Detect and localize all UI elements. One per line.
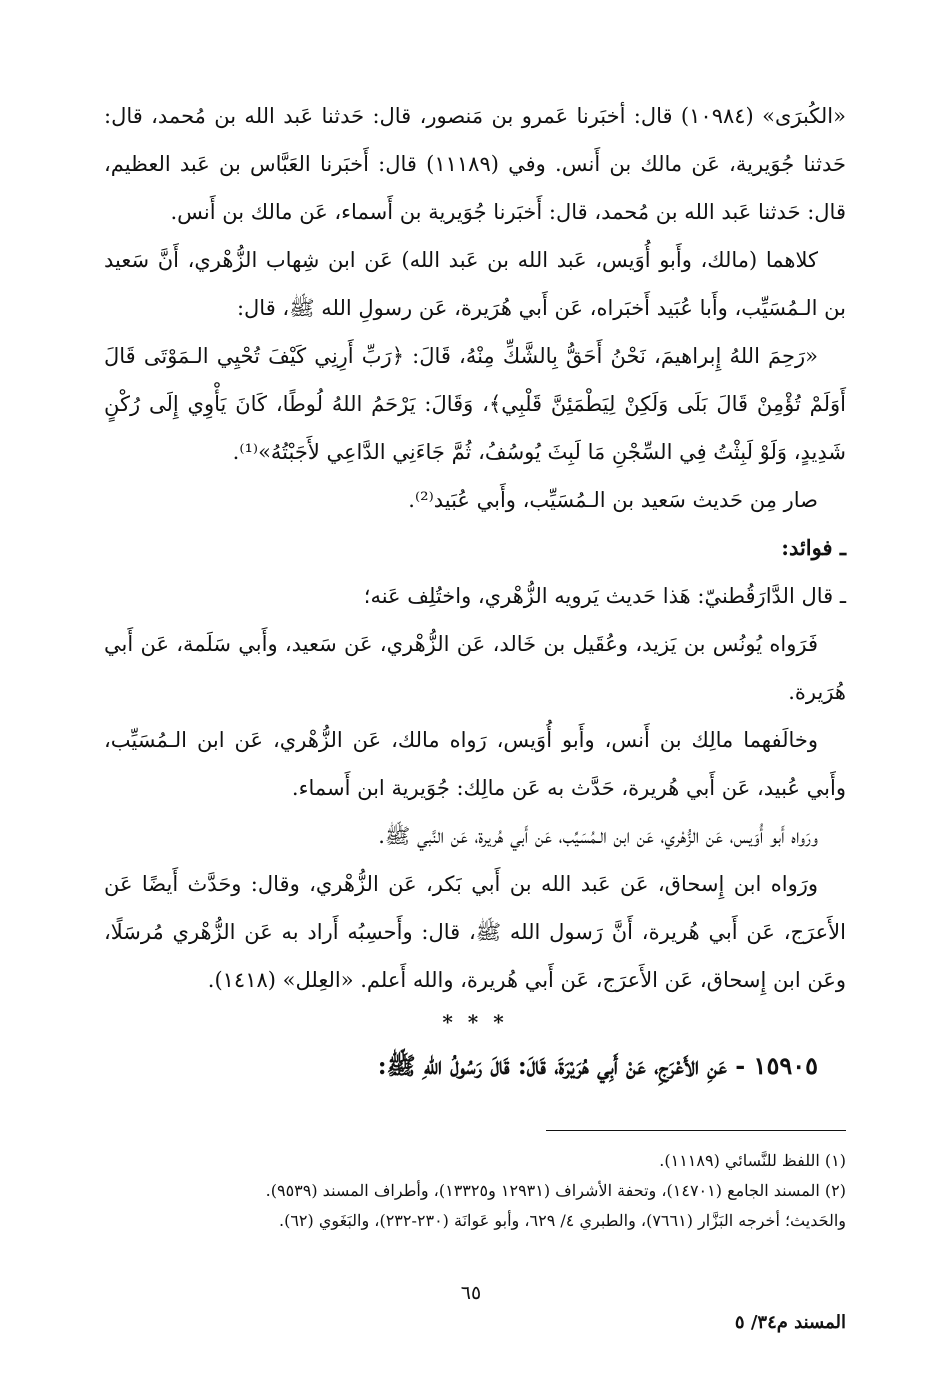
- page-number: ٦٥: [460, 1282, 482, 1304]
- volume-signature: المسند م٣٤/ ٥: [734, 1312, 846, 1333]
- paragraph-daraqutni: ـ قال الدَّارَقُطنيّ: هَذا حَديث يَرويه الزُّهْري، واختُلِف عَنه؛: [363, 584, 846, 608]
- footnote-1: (١) اللفظ للنَّسائي (١١١٨٩).: [659, 1151, 846, 1170]
- paragraph-hadith-text: «رَحِمَ اللهُ إِبراهيمَ، نَحْنُ أَحَقُّ بِالشَّكِّ مِنْهُ، قَالَ: ﴿رَبِّ أَرِنِي كَيْفَ تُحْيِي الـمَوْتَى قَالَ أَوَلَمْ تُؤْمِنْ قَالَ بَلَى وَلَكِنْ لِيَطْمَئِنَّ قَلْبِي﴾، وَقَالَ: يَرْحَمُ اللهُ لُوطًا، كَانَ يَأْوِي إِلَى رُكْنٍ شَدِيدٍ، وَلَوْ لَبِثْتُ فِي السِّجْنِ مَا لَبِثَ يُوسُفُ، ثُمَّ جَاءَنِي الدَّاعِي لأَجَبْتُهُ»⁽¹⁾.: [104, 344, 846, 464]
- paragraph-abu-uways: ورَواه أَبو أُوَيس، عَن الزُّهْري، عَن ابن الـمُسَيِّب، عَن أَبي هُريرة، عَن النَّبي ﷺ.: [378, 824, 818, 848]
- hadith-heading: ١٥٩٠٥ - عَنِ الأَعْرَجِ، عَنْ أَبِي هُرَيْرَةَ، قَالَ: قَالَ رَسُولُ اللهِ ﷺ:: [377, 1051, 818, 1080]
- footnote-2: (٢) المسند الجامع (١٤٧٠١)، وتحفة الأشراف (١٢٩٣١ و١٣٣٢٥)، وأطراف المسند (٩٥٣٩).: [265, 1181, 846, 1200]
- paragraph-malik: وخالَفهما مالِك بن أَنس، وأَبو أُوَيس، رَواه مالك، عَن الزُّهْري، عَن ابن الـمُسَيِّب، وأَبي عُبيد، عَن أَبي هُريرة، حَدَّث به عَن مالِك: جُوَيرية ابن أَسماء.: [104, 728, 846, 800]
- main-text: [104, 92, 846, 1092]
- footnote-2-continued: والحَديث؛ أخرجه البَزَّار (٧٦٦١)، والطبري ٤/ ٦٢٩، وأبو عَوانَة (٢٣٠-٢٣٢)، والبَغَوي (٦٢).: [278, 1211, 846, 1230]
- paragraph-yunus: فَرَواه يُونُس بن يَزيد، وعُقَيل بن خَالد، عَن الزُّهْري، عَن سَعيد، وأَبي سَلَمة، عَن أَبي هُرَيرة.: [104, 632, 846, 704]
- section-divider-stars: * * *: [442, 1010, 508, 1034]
- fawaid-heading: ـ فوائد:: [781, 535, 846, 560]
- footnote-separator: [546, 1130, 846, 1131]
- paragraph-isnad-intro: «الكُبرَى» (١٠٩٨٤) قال: أخبَرنا عَمرو بن مَنصور، قال: حَدثنا عَبد الله بن مُحمد، قال: حَدثنا جُوَيرية، عَن مالك بن أَنس. وفي (١١١٨٩) قال: أَخبَرنا العَبَّاس بن عَبد العظيم، قال: حَدثنا عَبد الله بن مُحمد، قال: أَخبَرنا جُوَيرية بن أَسماء، عَن مالك بن أَنس.: [104, 104, 846, 224]
- footnotes: [104, 1146, 846, 1236]
- paragraph-isnad-chain: كلاهما (مالك، وأَبو أُوَيس، عَبد الله بن عَبد الله) عَن ابن شِهاب الزُّهْري، أَنَّ سَعيد بن الـمُسَيِّب، وأَبا عُبَيد أَخبَراه، عَن أَبي هُرَيرة، عَن رسولِ الله ﷺ، قال:: [104, 248, 846, 320]
- paragraph-ibn-ishaq: ورَواه ابن إِسحاق، عَن عَبد الله بن أَبي بَكر، عَن الزُّهْري، وقال: وحَدَّث أَيضًا عَن الأَعرَج، عَن أَبي هُريرة، أَنَّ رَسول الله ﷺ، قال: وأَحسِبُه أَراد به عَن الزُّهْري مُرسَلًا، وعَن ابن إِسحاق، عَن الأَعرَج، عَن أَبي هُريرة، والله أَعلم. «العِلل» (١٤١٨).: [104, 872, 846, 992]
- paragraph-note: صار مِن حَديث سَعيد بن الـمُسَيِّب، وأَبي عُبَيد⁽²⁾.: [408, 488, 818, 512]
